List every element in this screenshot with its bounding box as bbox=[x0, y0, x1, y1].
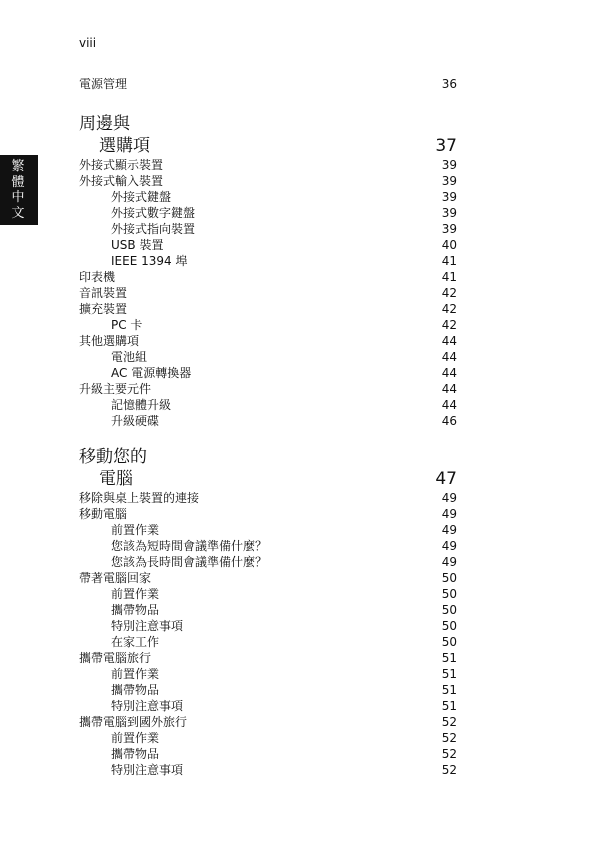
toc-entry[interactable] bbox=[79, 157, 457, 173]
toc-entry-label: PC 卡 bbox=[111, 318, 143, 332]
toc-entry-page: 42 bbox=[441, 302, 457, 316]
toc-entry-label: 印表機 bbox=[79, 270, 116, 284]
toc-entry[interactable] bbox=[79, 365, 457, 381]
toc-entry-label: 特別注意事項 bbox=[111, 763, 184, 777]
toc-entry-label: 帶著電腦回家 bbox=[79, 571, 152, 585]
toc-entry-label: 升級硬碟 bbox=[111, 414, 160, 428]
toc-entry-page: 44 bbox=[441, 350, 457, 364]
toc-entry-page: 46 bbox=[441, 414, 457, 428]
toc-entry-label: 其他選購項 bbox=[79, 334, 140, 348]
toc-entry-label: 外接式輸入裝置 bbox=[79, 174, 164, 188]
toc-entry-page: 50 bbox=[441, 571, 457, 585]
toc-entry-label: 電源管理 bbox=[79, 77, 128, 91]
toc-entry-page: 52 bbox=[441, 731, 457, 745]
toc-entry[interactable] bbox=[79, 189, 457, 205]
section-page: 47 bbox=[435, 469, 457, 489]
toc-entry-label: 外接式指向裝置 bbox=[111, 222, 196, 236]
toc-entry-label: 前置作業 bbox=[111, 667, 160, 681]
toc-entry-label: 外接式數字鍵盤 bbox=[111, 206, 196, 220]
toc-entry[interactable] bbox=[79, 586, 457, 602]
toc-entry[interactable] bbox=[79, 714, 457, 730]
toc-entry[interactable] bbox=[79, 333, 457, 349]
toc-entry[interactable] bbox=[79, 269, 457, 285]
section-heading[interactable] bbox=[79, 446, 457, 490]
section-title-line1: 移動您的 bbox=[79, 447, 147, 467]
toc-entry[interactable] bbox=[79, 730, 457, 746]
toc-entry-page: 52 bbox=[441, 747, 457, 761]
toc-entry[interactable] bbox=[79, 76, 457, 92]
toc-entry-page: 36 bbox=[441, 77, 457, 91]
toc-entry[interactable] bbox=[79, 522, 457, 538]
toc-entry-label: 移動電腦 bbox=[79, 507, 128, 521]
toc-entry[interactable] bbox=[79, 666, 457, 682]
section-title-line1: 周邊與 bbox=[79, 114, 130, 134]
toc-entry-page: 39 bbox=[441, 222, 457, 236]
toc-entry-label: 攜帶物品 bbox=[111, 747, 160, 761]
toc-entry[interactable] bbox=[79, 746, 457, 762]
toc-entry-label: 升級主要元件 bbox=[79, 382, 152, 396]
toc-entry[interactable] bbox=[79, 237, 457, 253]
toc-entry[interactable] bbox=[79, 570, 457, 586]
toc-entry-page: 39 bbox=[441, 206, 457, 220]
toc-entry-label: 音訊裝置 bbox=[79, 286, 128, 300]
toc-entry-label: 攜帶物品 bbox=[111, 683, 160, 697]
toc-entry-page: 52 bbox=[441, 763, 457, 777]
toc-entry[interactable] bbox=[79, 381, 457, 397]
toc-entry[interactable] bbox=[79, 650, 457, 666]
toc-entry-label: 前置作業 bbox=[111, 731, 160, 745]
toc-entry[interactable] bbox=[79, 253, 457, 269]
toc-entry[interactable] bbox=[79, 221, 457, 237]
toc-entry[interactable] bbox=[79, 682, 457, 698]
toc-entry-page: 39 bbox=[441, 190, 457, 204]
toc-entry-label: 攜帶電腦到國外旅行 bbox=[79, 715, 188, 729]
toc-entry-label: AC 電源轉換器 bbox=[111, 366, 192, 380]
toc-entry-page: 39 bbox=[441, 174, 457, 188]
toc-entry-label: 攜帶物品 bbox=[111, 603, 160, 617]
toc-entry[interactable] bbox=[79, 538, 457, 554]
toc-entry-label: USB 裝置 bbox=[111, 238, 164, 252]
section-title-line2: 選購項 bbox=[99, 136, 150, 156]
toc-entry[interactable] bbox=[79, 762, 457, 778]
toc-entry-page: 42 bbox=[441, 318, 457, 332]
toc-entry[interactable] bbox=[79, 618, 457, 634]
toc-entry[interactable] bbox=[79, 634, 457, 650]
toc-entry-label: 在家工作 bbox=[111, 635, 160, 649]
page-number: viii bbox=[79, 36, 97, 50]
toc-entry-page: 42 bbox=[441, 286, 457, 300]
toc-entry-page: 51 bbox=[441, 699, 457, 713]
toc-entry-label: 特別注意事項 bbox=[111, 619, 184, 633]
toc-entry[interactable] bbox=[79, 698, 457, 714]
toc-entry[interactable] bbox=[79, 317, 457, 333]
toc-entry-label: 記憶體升級 bbox=[111, 398, 172, 412]
toc-entry[interactable] bbox=[79, 285, 457, 301]
toc-entry-page: 44 bbox=[441, 334, 457, 348]
toc-entry-label: IEEE 1394 埠 bbox=[111, 254, 188, 268]
toc-entry-page: 44 bbox=[441, 366, 457, 380]
toc-entry-page: 50 bbox=[441, 619, 457, 633]
toc-section-1 bbox=[79, 113, 457, 429]
toc-entry-label: 外接式鍵盤 bbox=[111, 190, 172, 204]
toc-entry[interactable] bbox=[79, 205, 457, 221]
toc-section-2 bbox=[79, 446, 457, 778]
section-entries bbox=[79, 490, 457, 778]
toc-entry-page: 41 bbox=[441, 254, 457, 268]
language-side-tab bbox=[0, 155, 38, 225]
toc-entry[interactable] bbox=[79, 602, 457, 618]
toc-entry-page: 41 bbox=[441, 270, 457, 284]
toc-entry-page: 49 bbox=[441, 523, 457, 537]
toc-entry-page: 49 bbox=[441, 539, 457, 553]
toc-entry[interactable] bbox=[79, 301, 457, 317]
toc-entry-page: 50 bbox=[441, 587, 457, 601]
toc-entry-page: 39 bbox=[441, 158, 457, 172]
toc-entry[interactable] bbox=[79, 173, 457, 189]
toc-entry-label: 電池組 bbox=[111, 350, 148, 364]
toc-entry-label: 您該為短時間會議準備什麼？ bbox=[111, 539, 268, 553]
toc-entry-label: 擴充裝置 bbox=[79, 302, 128, 316]
toc-entry-page: 49 bbox=[441, 491, 457, 505]
toc-entry-page: 49 bbox=[441, 507, 457, 521]
toc-entry-page: 52 bbox=[441, 715, 457, 729]
toc-entry-page: 50 bbox=[441, 635, 457, 649]
toc-entry-page: 44 bbox=[441, 382, 457, 396]
toc-entry[interactable] bbox=[79, 397, 457, 413]
toc-entry-label: 特別注意事項 bbox=[111, 699, 184, 713]
toc-entry[interactable] bbox=[79, 506, 457, 522]
toc-entry-label: 外接式顯示裝置 bbox=[79, 158, 164, 172]
toc-entry-page: 50 bbox=[441, 603, 457, 617]
toc-entry-page: 51 bbox=[441, 667, 457, 681]
toc-entry[interactable] bbox=[79, 413, 457, 429]
section-entries bbox=[79, 157, 457, 429]
side-tab-label: 繁體中文 bbox=[11, 159, 25, 221]
toc-entry-label: 前置作業 bbox=[111, 587, 160, 601]
toc-entry-page: 49 bbox=[441, 555, 457, 569]
toc-entry-page: 40 bbox=[441, 238, 457, 252]
toc-entry[interactable] bbox=[79, 490, 457, 506]
toc-entry-label: 移除與桌上裝置的連接 bbox=[79, 491, 200, 505]
toc-entry-label: 攜帶電腦旅行 bbox=[79, 651, 152, 665]
toc-entry-page: 51 bbox=[441, 651, 457, 665]
toc-top bbox=[79, 76, 457, 92]
toc-entry-page: 44 bbox=[441, 398, 457, 412]
section-heading[interactable] bbox=[79, 113, 457, 157]
toc-entry[interactable] bbox=[79, 554, 457, 570]
section-title-line2: 電腦 bbox=[99, 469, 133, 489]
toc-entry-label: 您該為長時間會議準備什麼？ bbox=[111, 555, 268, 569]
toc-entry-label: 前置作業 bbox=[111, 523, 160, 537]
toc-entry[interactable] bbox=[79, 349, 457, 365]
toc-entry-page: 51 bbox=[441, 683, 457, 697]
section-page: 37 bbox=[435, 136, 457, 156]
